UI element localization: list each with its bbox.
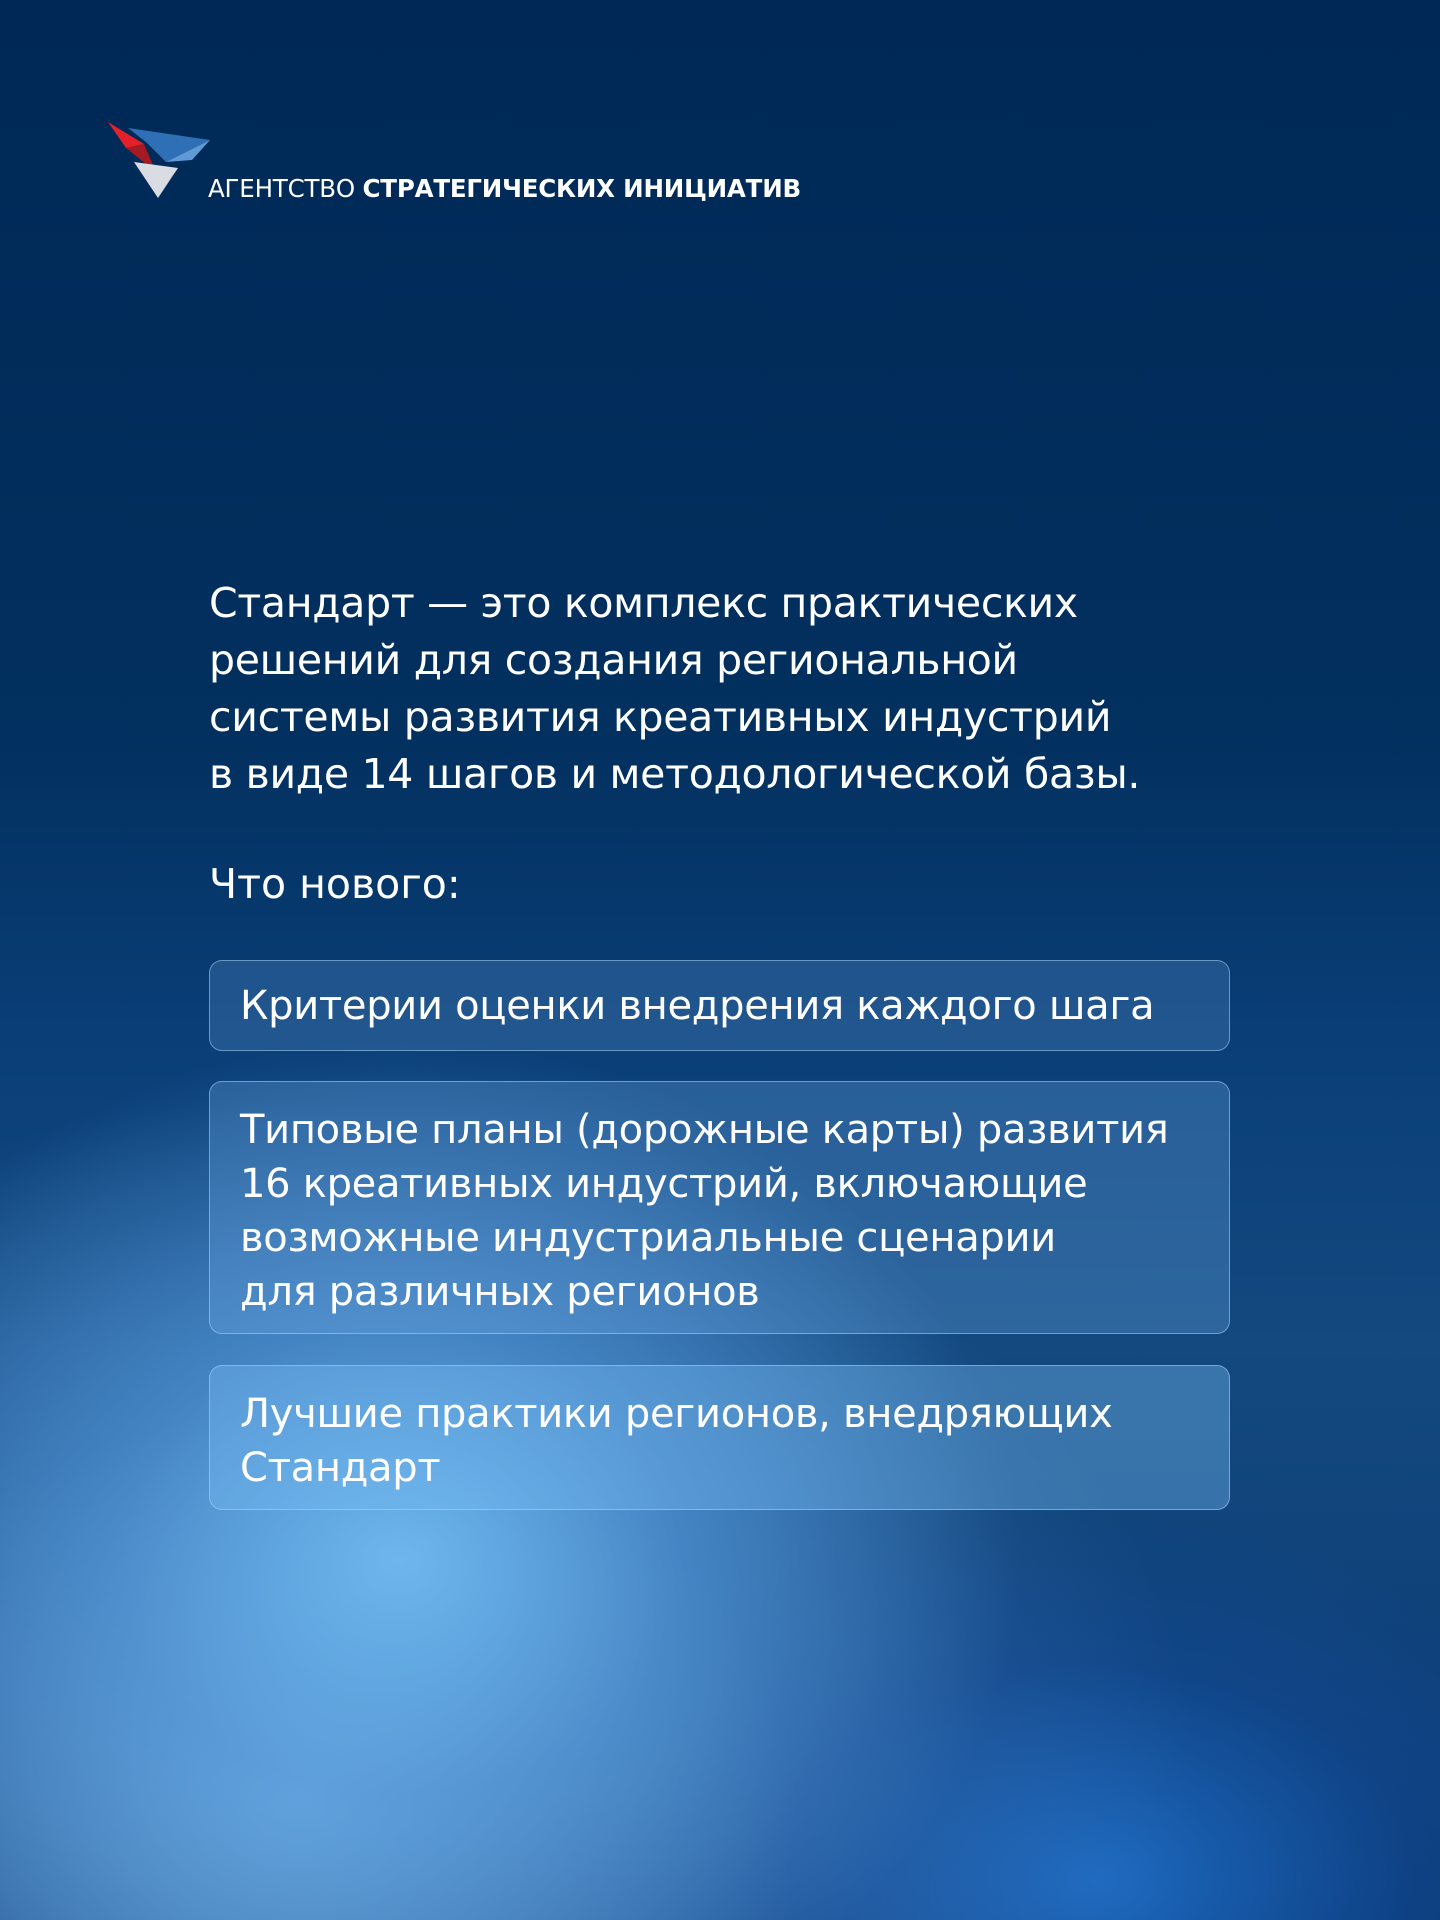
feature-card-criteria: Критерии оценки внедрения каждого шага xyxy=(209,960,1230,1051)
whats-new-heading: Что нового: xyxy=(209,860,461,908)
intro-paragraph: Стандарт — это комплекс практических решений для создания региональной системы развития креативных индустрий в виде 14 шагов и методологической базы. xyxy=(209,579,1141,798)
logo-text-bold: СТРАТЕГИЧЕСКИХ ИНИЦИАТИВ xyxy=(362,174,801,203)
logo-text-light: АГЕНТСТВО xyxy=(208,174,355,203)
feature-card-best-practices: Лучшие практики регионов, внедряющих Стандарт xyxy=(209,1365,1230,1510)
feature-card-roadmaps: Типовые планы (дорожные карты) развития 16 креативных индустрий, включающие возможные индустриальные сценарии для различных регионов xyxy=(209,1081,1230,1334)
logo-text xyxy=(208,174,801,203)
arrow-logo-icon xyxy=(106,118,212,200)
logo xyxy=(106,118,801,208)
